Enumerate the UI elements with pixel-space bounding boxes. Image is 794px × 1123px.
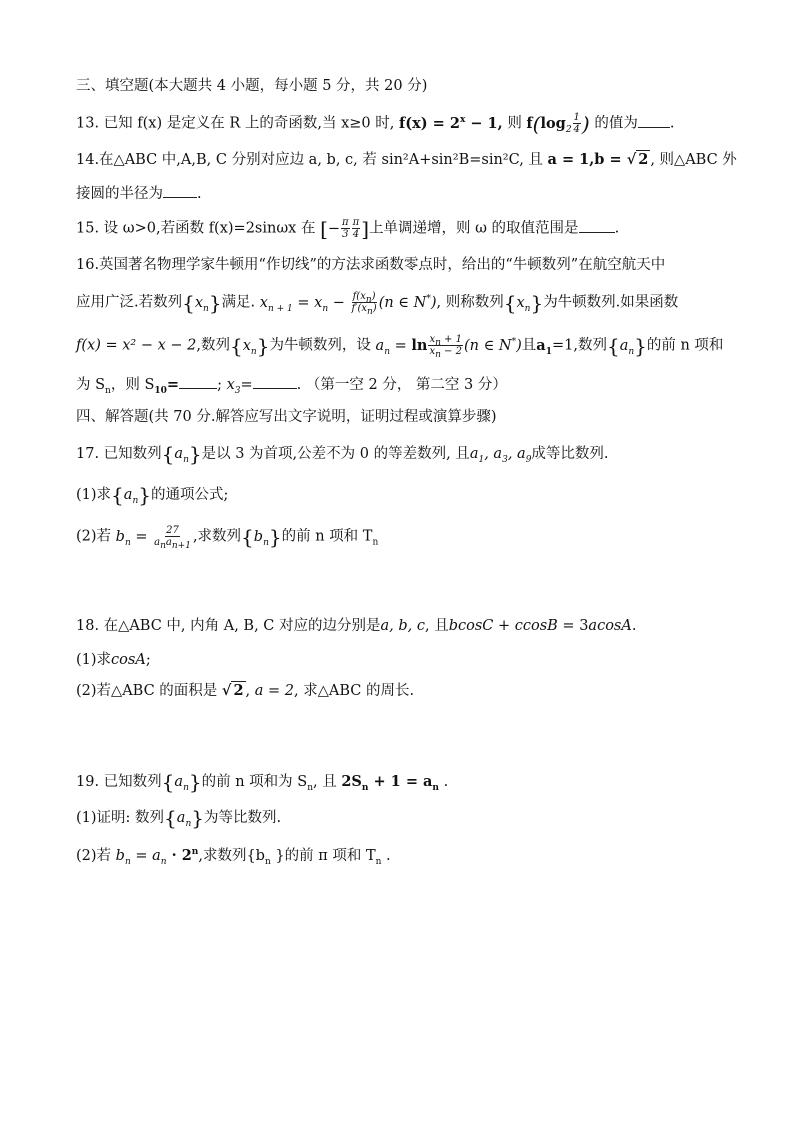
q16-seq-x: $\{x_n\}$ <box>182 290 222 315</box>
q13-text-3: 的值为 <box>594 115 638 132</box>
q13-text-1: 13. 已知 f(x) 是定义在 R 上的奇函数,当 x≥0 时, <box>76 115 395 132</box>
question-16-line-2: 应用广泛.若数列$\{x_n\}$满足. $x_{n + 1} = x_n$ − $\frac{f(x_n)}{f'(x_n)}$ (n ∈ N*), 则称数列$\{x_n\}$为牛顿数列.如果函数 <box>76 290 679 317</box>
q19-formula: $2S_n + 1 = a_n$ <box>341 773 439 793</box>
q16-newton-formula: $x_{n + 1} = x_n$ − $\frac{f(x_n)}{f'(x_n)}$ (n ∈ N*) <box>259 291 437 317</box>
q17-terms: $a_1$, $a_3$, $a_9$ <box>469 446 532 465</box>
q16-answer-blank-1 <box>179 374 217 389</box>
question-19: 19. 已知数列$\{a_n\}$的前 n 项和为 $S_n$, 且 $2S_n + 1 = a_n$ . <box>76 770 449 794</box>
q19-bn-formula: $b_n = a_n \cdot 2^n$ <box>115 847 199 867</box>
question-18-part-1: (1)求cosA; <box>76 652 151 668</box>
q15-interval: [− $\frac{\pi}{3}$ $\frac{\pi}{4}$ ] <box>320 216 370 241</box>
q14-text-1: 14.在△ABC 中,A,B, C 分别对应边 a, b, c, 若 sin²A+sin²B=sin²C, 且 <box>76 152 543 168</box>
question-16-line-1: 16.英国著名物理学家牛顿用“作切线”的方法求函数零点时，给出的“牛顿数列”在航空航天中 <box>76 257 666 273</box>
q17-bn-formula: $b_n$ = $\frac{27}{a_na_{n+1}}$ <box>115 525 191 551</box>
q14-answer-blank <box>163 183 197 198</box>
question-17-part-1: (1)求$\{a_n\}$的通项公式; <box>76 483 229 507</box>
q14-formula: a = 1,b = √ 2 <box>547 151 649 168</box>
question-13: 13. 已知 f(x) 是定义在 R 上的奇函数,当 x≥0 时, $f(x) = 2^x - 1$, 则 $f(\log_2$ $\frac{1}{4}$ ) 的值为 . <box>76 111 675 136</box>
question-15: 15. 设 ω>0,若函数 f(x)=2sinωx 在 [− $\frac{\pi}{3}$ $\frac{\pi}{4}$ ]上单调递增，则 ω 的取值范围是 . <box>76 216 620 241</box>
q14-text-3: 接圆的半径为 <box>76 186 163 202</box>
q13-text-2: 则 <box>507 115 522 132</box>
question-18: 18. 在△ABC 中, 内角 A, B, C 对应的边分别是a, b, c, 且bcosC + ccosB = 3acosA. <box>76 618 637 634</box>
question-14-line-1 <box>76 150 737 170</box>
q15-text-1: 15. 设 ω>0,若函数 f(x)=2sinωx 在 <box>76 220 316 237</box>
question-14-line-2: 接圆的半径为 . <box>76 183 202 204</box>
question-19-part-1: (1)证明: 数列$\{a_n\}$为等比数列. <box>76 806 282 830</box>
q16-an-definition: $a_n = \ln$ $\frac{x_n + 1}{x_n - 2}$ (n ∈ N*) <box>375 334 522 360</box>
q15-answer-blank <box>579 218 615 233</box>
q13-formula: $f(x) = 2^x - 1$, <box>398 114 503 132</box>
question-18-part-2: (2)若△ABC 的面积是 √ 2 , a = 2, 求△ABC 的周长. <box>76 682 415 699</box>
q13-log-expression: $f(\log_2$ $\frac{1}{4}$ ) <box>526 111 590 136</box>
q16-answer-blank-2 <box>253 374 297 389</box>
q15-text-2: 上单调递增，则 ω 的取值范围是 <box>369 220 579 237</box>
q13-answer-blank <box>638 113 670 128</box>
q16-function: f(x) = x² − x − 2 <box>76 337 197 354</box>
section-3-heading: 三、填空题(本大题共 4 小题，每小题 5 分，共 20 分) <box>76 78 428 94</box>
question-17: 17. 已知数列$\{a_n\}$是以 3 为首项,公差不为 0 的等差数列, 且$a_1$, $a_3$, $a_9$成等比数列. <box>76 442 609 466</box>
question-19-part-2: (2)若 $b_n = a_n \cdot 2^n$,求数列{$b_n$ }的前 π 项和 $T_n$ . <box>76 847 391 867</box>
question-16-line-4: 为 $S_n$，则 $S_{10}=$ ; $x_3=$ . （第一空 2 分， 第二空 3 分） <box>76 376 507 396</box>
q14-text-2: , 则△ABC 外 <box>650 152 737 168</box>
question-17-part-2: (2)若 $b_n$ = $\frac{27}{a_na_{n+1}}$ ,求数列$\{b_n\}$的前 n 项和 $T_n$ <box>76 524 379 551</box>
section-4-heading: 四、解答题(共 70 分.解答应写出文字说明，证明过程或演算步骤) <box>76 409 497 425</box>
question-16-line-3: f(x) = x² − x − 2,数列$\{x_n\}$为牛顿数列，设 $a_n = \ln$ $\frac{x_n + 1}{x_n - 2}$ (n ∈ N*)且$a_1=1$,数列$\{a_n\}$的前 n 项和 <box>76 333 724 360</box>
